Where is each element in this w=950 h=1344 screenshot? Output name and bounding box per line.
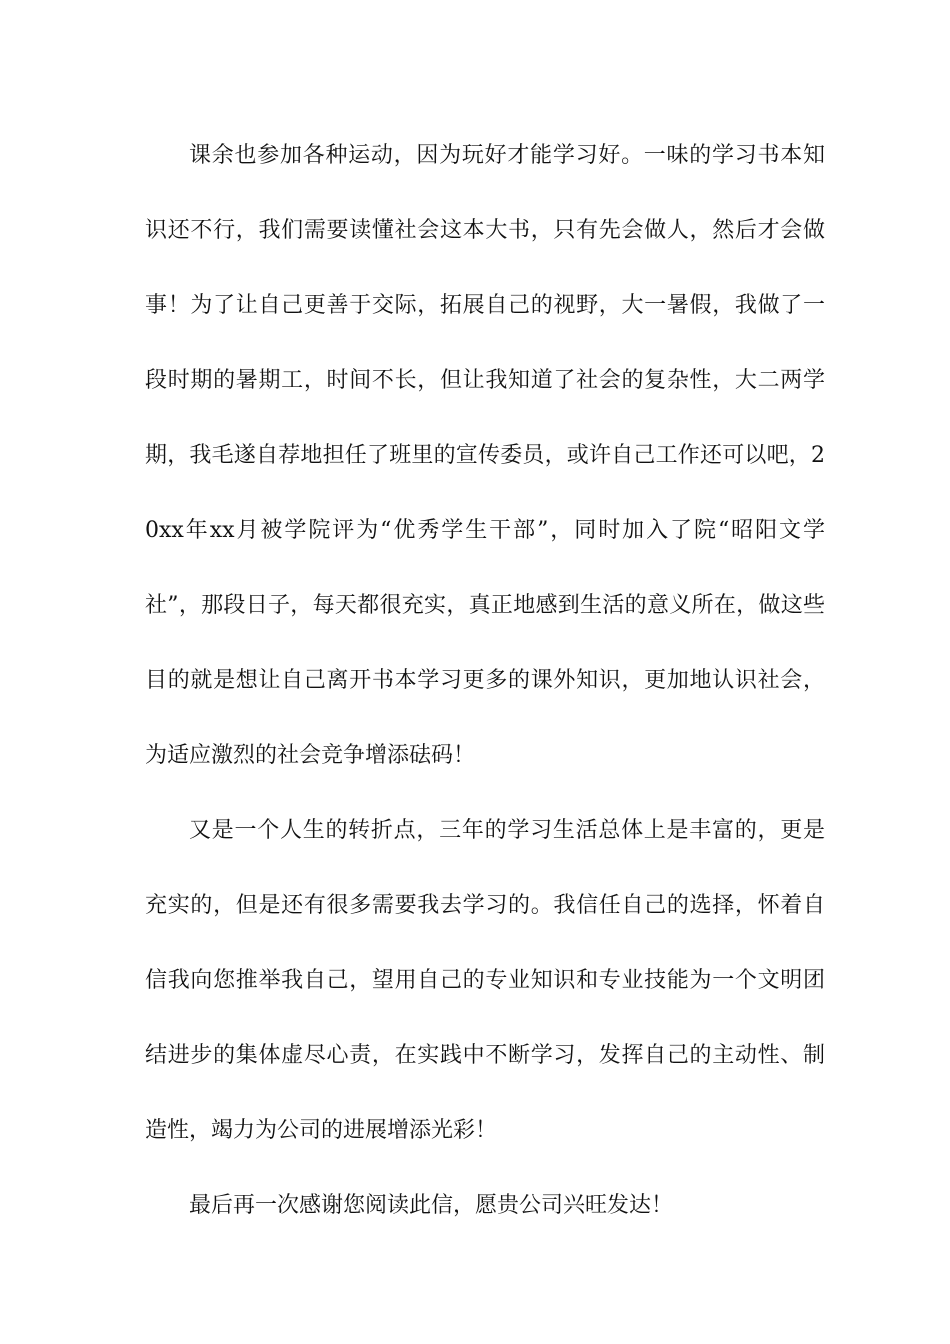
paragraph-activities: 课余也参加各种运动，因为玩好才能学习好。一味的学习书本知识还不行，我们需要读懂社会这本大书，只有先会做人，然后才会做事！为了让自己更善于交际，拓展自己的视野，大一暑假，我做了一段时期的暑期工，时间不长，但让我知道了社会的复杂性，大二两学期，我毛遂自荐地担任了班里的宣传委员，或许自己工作还可以吧，20xx年xx月被学院评为“优秀学生干部”，同时加入了院“昭阳文学社”，那段日子，每天都很充实，真正地感到生活的意义所在，做这些目的就是想让自己离开书本学习更多的课外知识，更加地认识社会，为适应激烈的社会竞争增添砝码！ [145, 143, 825, 768]
document-body [145, 118, 825, 1243]
paragraph-closing: 最后再一次感谢您阅读此信，愿贵公司兴旺发达！ [189, 1193, 674, 1218]
paragraph-turning-point: 又是一个人生的转折点，三年的学习生活总体上是丰富的，更是充实的，但是还有很多需要我去学习的。我信任自己的选择，怀着自信我向您推举我自己，望用自己的专业知识和专业技能为一个文明团结进步的集体虚尽心责，在实践中不断学习，发挥自己的主动性、制造性，竭力为公司的进展增添光彩！ [145, 818, 825, 1143]
